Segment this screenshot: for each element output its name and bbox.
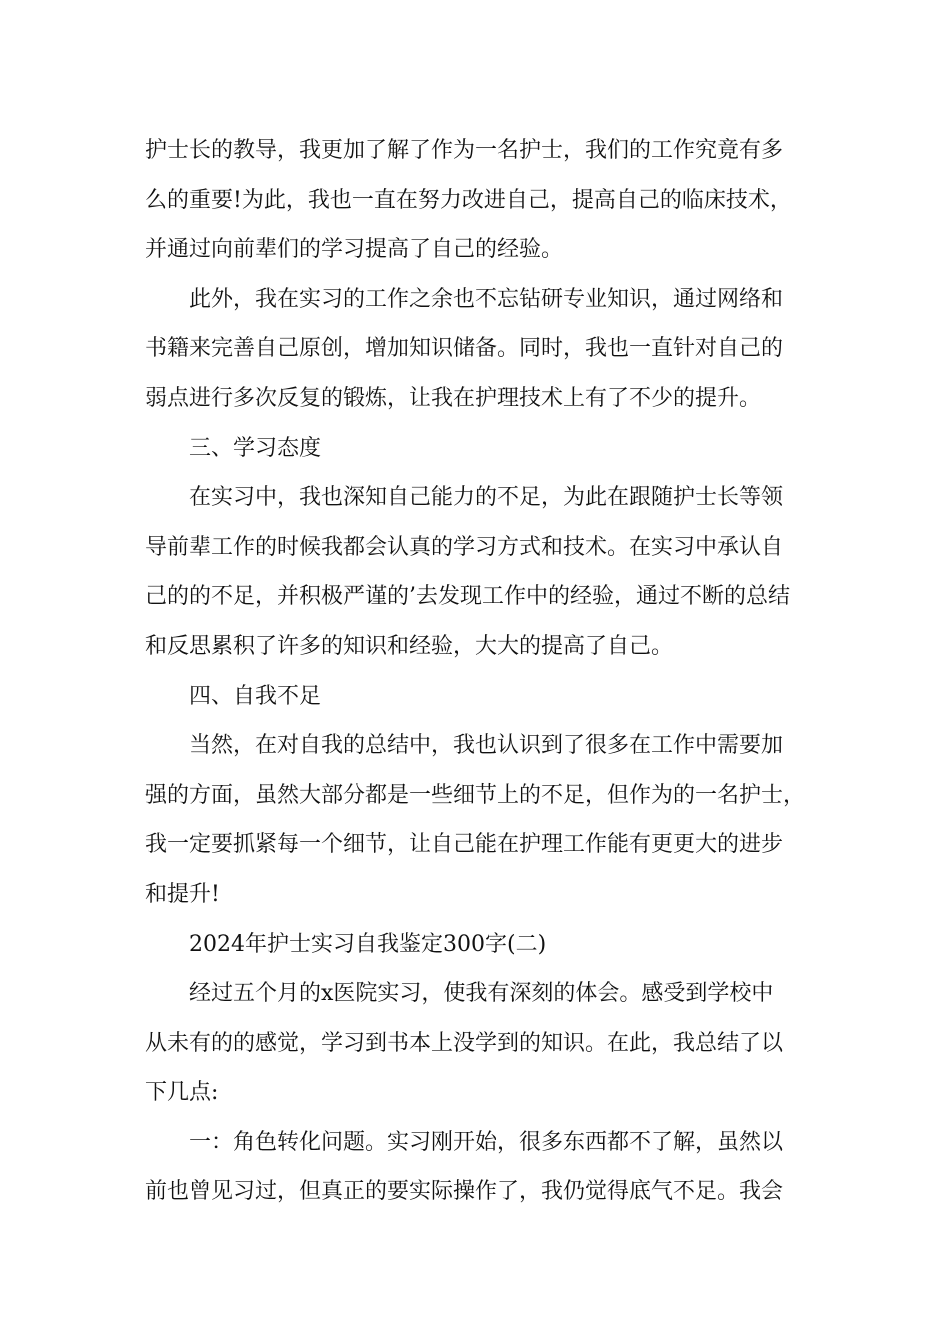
text-line: 弱点进行多次反复的锻炼，让我在护理技术上有了不少的提升。 xyxy=(145,385,762,411)
text-line: 导前辈工作的时候我都会认真的学习方式和技术。在实习中承认自 xyxy=(145,534,784,560)
text-line: 强的方面，虽然大部分都是一些细节上的不足，但作为的一名护士， xyxy=(145,782,806,808)
paragraph-start-line: 此外，我在实习的工作之余也不忘钻研专业知识，通过网络和 xyxy=(189,286,784,312)
document-body xyxy=(145,126,815,1217)
text-line: 并通过向前辈们的学习提高了自己的经验。 xyxy=(145,237,564,263)
text-line: 下几点: xyxy=(145,1080,219,1106)
paragraph-start-line: 当然，在对自我的总结中，我也认识到了很多在工作中需要加 xyxy=(189,733,784,759)
section-heading-learning-attitude: 三、学习态度 xyxy=(189,435,322,461)
paragraph-start-line: 在实习中，我也深知自己能力的不足，为此在跟随护士长等领 xyxy=(189,485,784,511)
section-heading-self-shortcomings: 四、自我不足 xyxy=(189,683,322,709)
text-line: 书籍来完善自己原创，增加知识储备。同时，我也一直针对自己的 xyxy=(145,336,784,362)
text-line: 护士长的教导，我更加了解了作为一名护士，我们的工作究竟有多 xyxy=(145,138,784,163)
text-line: 己的的不足，并积极严谨的’去发现工作中的经验，通过不断的总结 xyxy=(145,584,790,610)
text-line: 和提升! xyxy=(145,881,220,907)
text-line: 从未有的的感觉，学习到书本上没学到的知识。在此，我总结了以 xyxy=(145,1030,784,1056)
text-line: 前也曾见习过，但真正的要实际操作了，我仍觉得底气不足。我会 xyxy=(145,1179,784,1205)
text-line: 么的重要!为此，我也一直在努力改进自己，提高自己的临床技术， xyxy=(145,187,792,213)
article-title-part-two: 2024年护士实习自我鉴定300字(二) xyxy=(189,931,547,957)
paragraph-start-line: 经过五个月的x医院实习，使我有深刻的体会。感受到学校中 xyxy=(189,981,774,1007)
text-line: 和反思累积了许多的知识和经验，大大的提高了自己。 xyxy=(145,633,674,659)
paragraph-start-line: 一：角色转化问题。实习刚开始，很多东西都不了解，虽然以 xyxy=(189,1129,784,1155)
text-line: 我一定要抓紧每一个细节，让自己能在护理工作能有更更大的进步 xyxy=(145,832,784,858)
